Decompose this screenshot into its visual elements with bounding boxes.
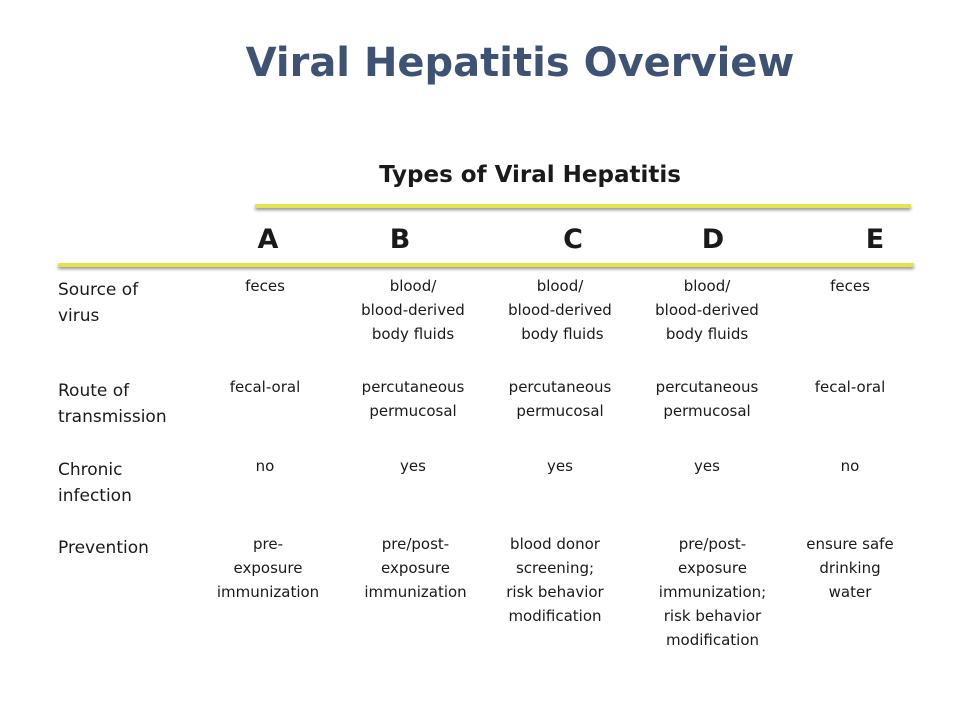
header-divider-bottom xyxy=(58,263,914,267)
cell-source-b: blood/ blood-derived body fluids xyxy=(361,277,465,343)
cell-source-c: blood/ blood-derived body fluids xyxy=(508,277,612,343)
cell-source-d: blood/ blood-derived body fluids xyxy=(655,277,759,343)
cell-route-d: percutaneous permucosal xyxy=(655,378,759,420)
cell-route-a: fecal-oral xyxy=(229,378,301,396)
row-label-route: Route of transmission xyxy=(58,381,167,427)
column-header-c: C xyxy=(563,224,583,255)
cell-chronic-d: yes xyxy=(694,457,720,475)
column-header-e: E xyxy=(865,224,885,255)
cell-chronic-c: yes xyxy=(547,457,573,475)
cell-prevention-d: pre/post- exposure immunization; risk behavior modification xyxy=(658,535,767,649)
header-divider-top xyxy=(255,204,911,208)
cell-route-e: fecal-oral xyxy=(814,378,886,396)
page-title: Viral Hepatitis Overview xyxy=(245,40,795,86)
cell-source-e: feces xyxy=(830,277,870,295)
column-header-d: D xyxy=(701,224,725,255)
row-label-source: Source of virus xyxy=(58,280,139,326)
cell-source-a: feces xyxy=(245,277,285,295)
column-header-a: A xyxy=(257,224,279,255)
cell-route-c: percutaneous permucosal xyxy=(508,378,612,420)
cell-chronic-b: yes xyxy=(400,457,426,475)
table-subtitle: Types of Viral Hepatitis xyxy=(379,162,681,188)
cell-prevention-a: pre- exposure immunization xyxy=(216,535,320,601)
row-label-prevention: Prevention xyxy=(58,538,149,558)
cell-prevention-b: pre/post- exposure immunization xyxy=(364,535,467,601)
cell-route-b: percutaneous permucosal xyxy=(361,378,465,420)
cell-chronic-a: no xyxy=(255,457,275,475)
cell-prevention-c: blood donor screening; risk behavior modification xyxy=(506,535,604,625)
row-label-chronic: Chronic infection xyxy=(58,460,132,506)
column-header-b: B xyxy=(389,224,411,255)
cell-prevention-e: ensure safe drinking water xyxy=(806,535,894,601)
cell-chronic-e: no xyxy=(840,457,860,475)
